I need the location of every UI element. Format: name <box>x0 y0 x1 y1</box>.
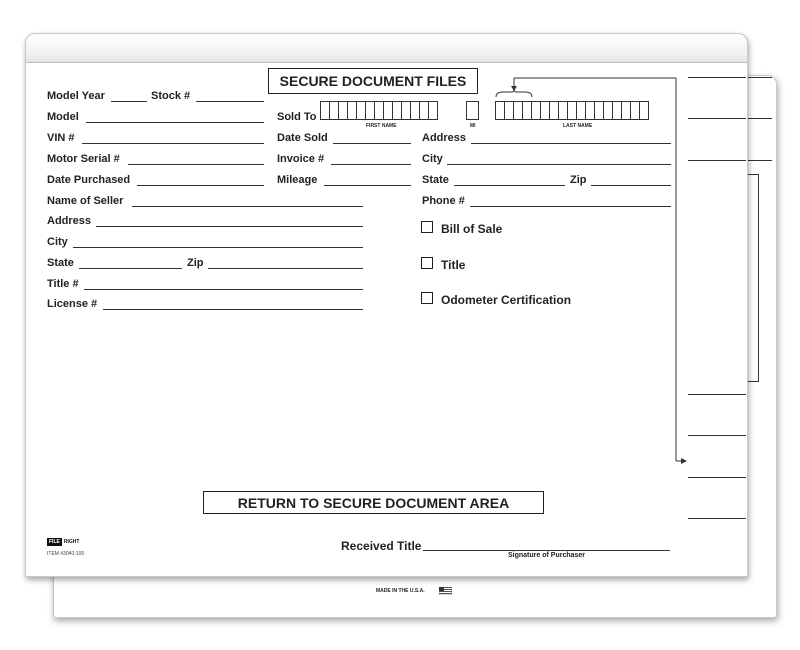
label-sold-to: Sold To <box>277 111 317 123</box>
label-buyer-city: City <box>422 153 443 165</box>
buyer-zip-field[interactable] <box>591 185 671 186</box>
label-title-number: Title # <box>47 278 79 290</box>
license-field[interactable] <box>103 309 363 310</box>
buyer-state-field[interactable] <box>454 185 565 186</box>
last-name-boxes[interactable] <box>495 101 648 120</box>
model-field[interactable] <box>86 122 264 123</box>
front-edge-line <box>688 435 746 436</box>
back-sheet-line <box>747 77 772 78</box>
buyer-city-field[interactable] <box>447 164 671 165</box>
label-buyer-state: State <box>422 174 449 186</box>
us-flag-icon <box>439 587 452 595</box>
label-buyer-phone: Phone # <box>422 195 465 207</box>
title-label: Title <box>441 258 466 272</box>
front-edge-line <box>688 477 746 478</box>
seller-zip-field[interactable] <box>208 268 363 269</box>
middle-initial-box[interactable] <box>466 101 478 120</box>
label-motor-serial: Motor Serial # <box>47 153 120 165</box>
label-date-purchased: Date Purchased <box>47 174 131 186</box>
first-name-caption: FIRST NAME <box>366 123 397 129</box>
model-year-field[interactable] <box>111 101 147 102</box>
motor-serial-field[interactable] <box>128 164 264 165</box>
page-title-text: SECURE DOCUMENT FILES <box>279 73 467 89</box>
front-edge-line <box>688 160 746 161</box>
seller-state-field[interactable] <box>79 268 182 269</box>
label-buyer-address: Address <box>422 132 467 144</box>
last-name-caption: LAST NAME <box>563 123 593 129</box>
label-name-of-seller: Name of Seller <box>47 195 124 207</box>
mileage-field[interactable] <box>324 185 411 186</box>
front-edge-line <box>688 77 746 78</box>
received-title-label: Received Title <box>341 539 422 553</box>
seller-address-field[interactable] <box>96 226 363 227</box>
item-number: ITEM #3040-100 <box>47 551 85 557</box>
label-buyer-zip: Zip <box>570 174 587 186</box>
label-seller-zip: Zip <box>187 257 204 269</box>
vin-field[interactable] <box>82 143 264 144</box>
buyer-address-field[interactable] <box>471 143 671 144</box>
front-edge-line <box>688 518 746 519</box>
odometer-certification-checkbox[interactable] <box>421 292 433 304</box>
signature-caption: Signature of Purchaser <box>508 552 586 559</box>
label-stock: Stock # <box>151 90 191 102</box>
label-model: Model <box>47 111 79 123</box>
envelope-flap <box>25 33 748 63</box>
label-vin: VIN # <box>47 132 75 144</box>
date-purchased-field[interactable] <box>137 185 264 186</box>
label-mileage: Mileage <box>277 174 318 186</box>
seller-city-field[interactable] <box>73 247 363 248</box>
return-banner-text: RETURN TO SECURE DOCUMENT AREA <box>237 494 510 511</box>
invoice-field[interactable] <box>331 164 411 165</box>
page-title <box>268 68 478 94</box>
made-in-usa-label: MADE IN THE U.S.A. <box>376 588 425 594</box>
bill-of-sale-checkbox[interactable] <box>421 221 433 233</box>
back-sheet-line <box>747 118 772 119</box>
title-number-field[interactable] <box>84 289 363 290</box>
label-seller-address: Address <box>47 215 92 227</box>
date-sold-field[interactable] <box>333 143 411 144</box>
return-banner <box>203 491 544 514</box>
logo-right-text: RIGHT <box>63 539 80 545</box>
front-edge-line <box>688 394 746 395</box>
stock-field[interactable] <box>196 101 264 102</box>
label-date-sold: Date Sold <box>277 132 328 144</box>
bill-of-sale-label: Bill of Sale <box>441 222 503 236</box>
buyer-phone-field[interactable] <box>470 206 671 207</box>
connector-arrow <box>490 72 690 467</box>
name-of-seller-field[interactable] <box>132 206 363 207</box>
odometer-certification-label: Odometer Certification <box>441 293 572 307</box>
label-license: License # <box>47 298 98 310</box>
purchaser-signature-line[interactable] <box>423 550 670 551</box>
back-sheet-line <box>747 160 772 161</box>
front-edge-line <box>688 118 746 119</box>
label-model-year: Model Year <box>47 90 105 102</box>
first-name-boxes[interactable] <box>320 101 437 120</box>
file-right-logo <box>47 538 79 546</box>
label-invoice: Invoice # <box>277 153 325 165</box>
mi-caption: MI <box>470 123 476 129</box>
label-seller-state: State <box>47 257 74 269</box>
logo-file-text: FILE <box>49 539 60 545</box>
title-checkbox[interactable] <box>421 257 433 269</box>
label-seller-city: City <box>47 236 68 248</box>
